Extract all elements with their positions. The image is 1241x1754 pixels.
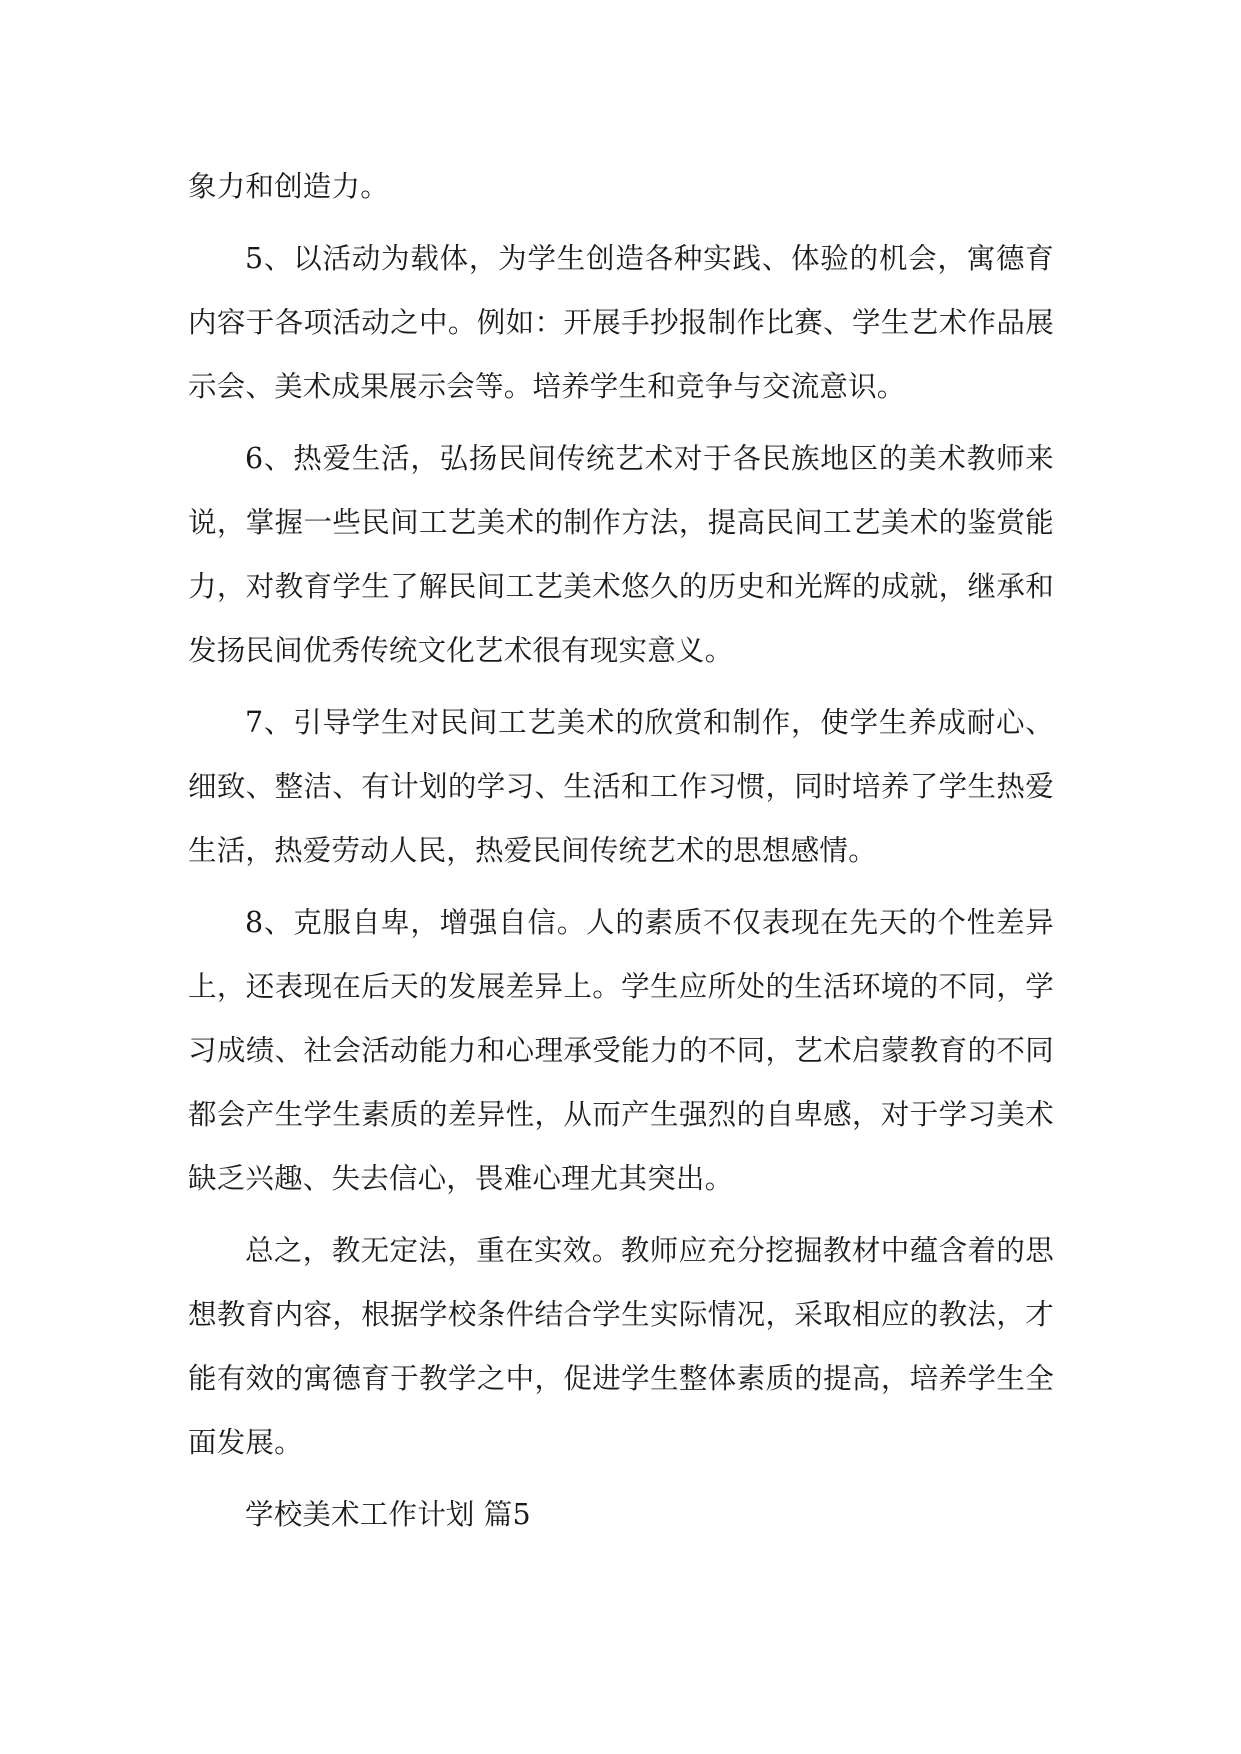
paragraph-item-7: 7、引导学生对民间工艺美术的欣赏和制作，使学生养成耐心、细致、整洁、有计划的学习、生活和工作习惯，同时培养了学生热爱生活，热爱劳动人民，热爱民间传统艺术的思想感情。 <box>188 706 1054 867</box>
paragraph-item-8: 8、克服自卑，增强自信。人的素质不仅表现在先天的个性差异上，还表现在后天的发展差异上。学生应所处的生活环境的不同，学习成绩、社会活动能力和心理承受能力的不同，艺术启蒙教育的不同都会产生学生素质的差异性，从而产生强烈的自卑感，对于学习美术缺乏兴趣、失去信心，畏难心理尤其突出。 <box>188 906 1054 1195</box>
paragraph-continuation: 象力和创造力。 <box>188 170 389 203</box>
paragraph-item-6: 6、热爱生活，弘扬民间传统艺术对于各民族地区的美术教师来说，掌握一些民间工艺美术的制作方法，提高民间工艺美术的鉴赏能力，对教育学生了解民间工艺美术悠久的历史和光辉的成就，继承和发扬民间优秀传统文化艺术很有现实意义。 <box>188 442 1054 667</box>
paragraph-summary: 总之，教无定法，重在实效。教师应充分挖掘教材中蕴含着的思想教育内容，根据学校条件结合学生实际情况，采取相应的教法，才能有效的寓德育于教学之中，促进学生整体素质的提高，培养学生全面发展。 <box>188 1234 1054 1459</box>
section-heading: 学校美术工作计划 篇5 <box>245 1498 531 1531</box>
paragraph-item-5: 5、以活动为载体，为学生创造各种实践、体验的机会，寓德育内容于各项活动之中。例如：开展手抄报制作比赛、学生艺术作品展示会、美术成果展示会等。培养学生和竞争与交流意识。 <box>188 242 1054 403</box>
document-body <box>188 155 1054 1547</box>
